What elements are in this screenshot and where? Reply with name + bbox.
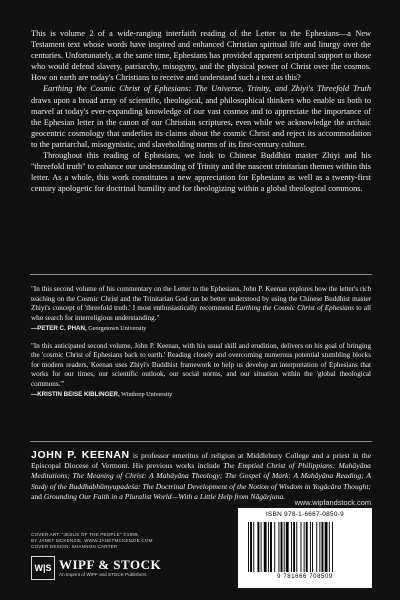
publisher-block [31, 556, 221, 586]
credit-line: BY JANET MCKENZIE, WWW.JANETMCKENZIE.COM [31, 538, 153, 543]
endorsement-text [31, 285, 371, 323]
credit-line: COVER ART: "JESUS OF THE PEOPLE" ©1999, [31, 532, 140, 537]
endorser-name: —PETER C. PHAN, [31, 325, 87, 332]
barcode-label [238, 508, 372, 588]
barcode-graphic [248, 522, 366, 572]
isbn-text: ISBN 978-1-6667-0850-9 [265, 511, 344, 518]
blurb-paragraph-2-text: draws upon a broad array of scientific, theological, and philosophical thinkers who enable us both to marvel at today's ever-expanding knowledge of our vast cosmos and to appreciate the importance of the Ephesian letter in the canon of our Christian scriptures, even while we acknowledge the archaic geocentric cosmology that underlies its claims about the cosmic Christ and reject its accommodation to the patriarchal, misogynistic, and slaveholding norms of its first-century culture. [31, 95, 371, 149]
endorsement [31, 342, 371, 400]
endorsement [31, 285, 371, 334]
endorsements [31, 285, 371, 408]
endorsement-text-part: "In this second volume of his commentary on the Letter to the Ephesians, John P. Keenan explores how the letter's rich teaching on the Cosmic Christ and the Trinitarian God can be better understood by using the Chinese Buddhist master Zhiyi's concept of 'threefold truth.' I most enthusiastically recommend [31, 285, 371, 312]
book-title-italic: Earthing the Cosmic Christ of Ephesians: The Universe, Trinity, and Zhiyi's Threefold Truth [43, 84, 371, 94]
divider-bottom [30, 441, 372, 442]
endorsement-attribution [31, 390, 371, 400]
cover-credits [31, 532, 201, 550]
publisher-website: www.wipfandstock.com [294, 498, 371, 507]
endorsement-text [31, 342, 371, 390]
endorsement-text-part: "In this anticipated second volume, John P. Keenan, with his usual skill and erudition, delivers on his goal of bringing the 'cosmic Christ of Ephesians back to earth.' Reading closely and overcoming numerous potential stumbling blocks for modern readers, Keenan uses Zhiyi's Buddhist framework to help us develop an interpretation of Ephesians that works for our times, our scientific outlook, our social norms, and our situation within the 'global theological commons.'" [31, 341, 371, 388]
endorser-affiliation: Georgetown University [86, 325, 147, 332]
endorsement-attribution [31, 324, 371, 334]
divider-top [30, 274, 372, 275]
publisher-subtitle: An Imprint of WIPF and STOCK Publishers [59, 572, 147, 577]
blurb-paragraph-3: Throughout this reading of Ephesians, we look to Chinese Buddhist master Zhiyi and his "threefold truth" to enhance our understanding of Trinity and the nascent trinitarian themes within this letter. As a whole, this work constitutes a new appreciation for Ephesians as well as a twenty-first century apologetic for doctrinal humility and for theologizing within a global theological commons. [31, 151, 371, 194]
author-works-italic: The Emptied Christ of Philippians: Mahāyāna Meditations; The Meaning of Christ: A Mahāyāna Theology; The Gospel of Mark: A Mahāyāna Reading; A Study of the Buddhabhūmyupadeśa: The Doctrinal Development of the Notion of Wisdom in Yogācāra Thought; [31, 461, 371, 491]
blurb-paragraph-2 [31, 83, 371, 150]
endorser-affiliation: Winthrop University [119, 391, 173, 398]
endorsement-text-part: to all who search for interreligious understanding." [31, 304, 372, 322]
author-bio-text: is professor emeritus of religion at Middlebury College and a priest in the Episcopal Diocese of Vermont. His previous works include [31, 451, 371, 471]
author-name: JOHN P. KEENAN [31, 449, 130, 461]
author-bio [31, 450, 371, 502]
author-bio-text: and [31, 491, 44, 501]
blurb-paragraph-1: This is volume 2 of a wide-ranging interfaith reading of the Letter to the Ephesians—a New Testament text whose words have inspired and enhanced Christian spiritual life and liturgy over the centuries. Unfortunately, at the same time, Ephesians has provided apparent scriptural support to those who would defend slavery, patriarchy, misogyny, and the physical power of Christ over the cosmos. How on earth are today's Christians to receive and understand such a text as this? [31, 29, 371, 83]
credit-line: COVER DESIGN: SHANNON CARTER [31, 544, 118, 549]
author-works-italic: Grounding Our Faith in a Pluralist World—With a Little Help from Nāgārjuna. [43, 491, 286, 501]
publisher-logo: W|S [31, 556, 55, 580]
description-blurb [31, 28, 371, 194]
publisher-name: WIPF & STOCK [59, 557, 162, 572]
endorser-name: —KRISTIN BEISE KIBLINGER, [31, 391, 120, 398]
barcode-digits: 9 781666 708509 [277, 574, 333, 580]
endorsement-title-italic: Earthing the Cosmic Christ of Ephesians [235, 304, 354, 312]
